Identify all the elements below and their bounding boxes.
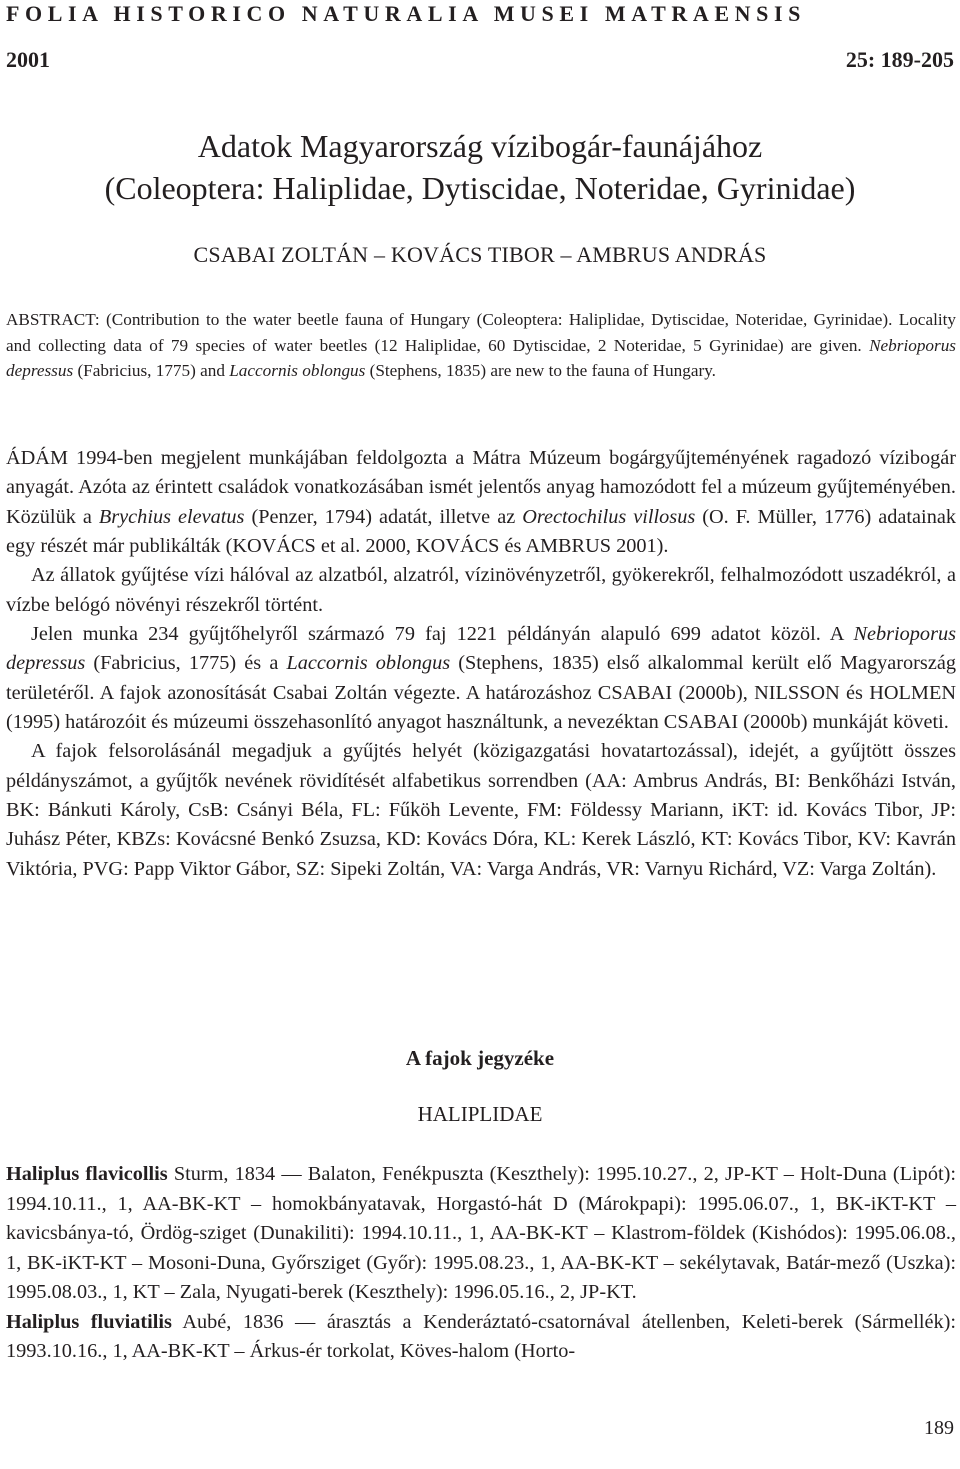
text-run: Jelen munka 234 gyűjtőhelyről származó 79 faj 1221 példányán alapuló 699 adatot közöl. A [31,623,844,646]
species-name: Laccornis oblongus [229,361,366,381]
paragraph-abbreviations: A fajok felsorolásánál megadjuk a gyűjtés helyét (közigazgatási hovatartozással), idejét, a gyűjtött összes példányszámot, a gyűjtők nevének rövidítését alfabetikus sorrendben (AA: Ambrus András, BI: Benkőházi István, BK: Bánkuti Károly, CsB: Csányi Béla, FL: Fűköh Levente, FM: Földessy Mariann, iKT: id. Kovács Tibor, JP: Juhász Péter, KBZs: Kovácsné Benkó Zsuzsa, KD: Kovács Dóra, KL: Kerek László, KT: Kovács Tibor, KV: Kavrán Viktória, PVG: Papp Viktor Gábor, SZ: Sipeki Zoltán, VA: Varga András, VR: Varnyu Richárd, VZ: Varga Zoltán). [6,740,956,880]
species-records: Aubé, 1836 — árasztás a Kenderáztató-csatornával átellenben, Keleti-berek (Sármellék): 1993.10.16., 1, AA-BK-KT – Árkus-ér torkolat, Köves-halom (Horto- [6,1310,957,1363]
body-text [6,444,956,884]
text-run: (Penzer, 1794) adatát, illetve az [251,505,516,528]
journal-name: FOLIA HISTORICO NATURALIA MUSEI MATRAENSIS [6,1,806,26]
species-records: Sturm, 1834 — Balaton, Fenékpuszta (Keszthely): 1995.10.27., 2, JP-KT – Holt-Duna (Lipót): 1994.10.11., 1, AA-BK-KT – homokbányatavak, Horgastó-hát D (Márokpapi): 1995.06.07., 1, BK-iKT-KT – kavicsbánya-tó, Ördög-sziget (Dunakiliti): 1994.10.11., 1, AA-BK-KT – Klastrom-földek (Kishódos): 1995.06.08., 1, BK-iKT-KT – Mosoni-Duna, Győrsziget (Győr): 1995.08.23., 1, AA-BK-KT – sekélytavak, Batár-mező (Uszka): 1995.08.03., 1, KT – Zala, Nyugati-berek (Keszthely): 1996.05.16., 2, JP-KT. [6,1163,956,1304]
article-title-line-1: Adatok Magyarország vízibogár-faunájához [197,128,763,164]
abstract-paragraph [6,307,956,384]
family-heading: HALIPLIDAE [417,1102,543,1126]
species-name: Brychius elevatus [98,505,245,528]
species-entry [6,1308,956,1367]
text-run: ÁDÁM 1994-ben megjelent munkájában feldolgozta a Mátra Múzeum bogárgyűjteményének ragadozó vízibogár anyagát. Azóta az érintett családok vonatkozásában ismét jelentős anyag hamozódott fel a múzeum gyűjteményében. Közülük a [6,447,956,528]
text-run: (O. F. Müller, 1776) adatainak egy részét már publikálták (KOVÁCS et al. 2000, KOVÁCS és AMBRUS 2001). [6,505,956,558]
text-run: (Fabricius, 1775) és a [93,652,279,675]
species-list [6,1160,956,1367]
paragraph-intro [6,444,956,561]
abstract-text: (Fabricius, 1775) and [77,361,225,381]
paragraph-results [6,620,956,737]
publication-year: 2001 [6,47,50,72]
abstract [6,307,956,384]
volume-pages: 25: 189-205 [845,47,954,72]
page-number: 189 [924,1417,954,1439]
species-name: Nebrioporus depressus [6,623,956,675]
species-name: Orectochilus villosus [522,505,696,528]
paragraph-methods: Az állatok gyűjtése vízi hálóval az alzatból, alzatról, vízinövényzetről, gyökerekről, felhalmozódott uszadékról, a vízbe belógó növényi részekről történt. [6,564,956,616]
article-title-line-2: (Coleoptera: Haliplidae, Dytiscidae, Noteridae, Gyrinidae) [104,170,856,206]
species-name: Haliplus flavicollis [6,1163,168,1185]
authors: CSABAI ZOLTÁN – KOVÁCS TIBOR – AMBRUS ANDRÁS [193,242,767,267]
species-name: Laccornis oblongus [286,652,451,675]
abstract-text: ABSTRACT: (Contribution to the water beetle fauna of Hungary (Coleoptera: Haliplidae, Dytiscidae, Noteridae, Gyrinidae). Locality and collecting data of 79 species of water beetles (12 Haliplidae, 60 Dytiscidae, 2 Noteridae, 5 Gyrinidae) are given. [6,310,956,355]
species-entry [6,1160,956,1308]
text-run: (Stephens, 1835) első alkalommal került elő Magyarország területéről. A fajok azonosítását Csabai Zoltán végezte. A határozáshoz CSABAI (2000b), NILSSON és HOLMEN (1995) határozóit és múzeumi összehasonlító anyagot használtunk, a nevezéktan CSABAI (2000b) munkáját követi. [6,652,956,734]
section-heading: A fajok jegyzéke [405,1046,555,1070]
abstract-text: (Stephens, 1835) are new to the fauna of Hungary. [369,361,716,381]
species-name: Nebrioporus depressus [6,335,956,381]
species-name: Haliplus fluviatilis [6,1310,172,1333]
